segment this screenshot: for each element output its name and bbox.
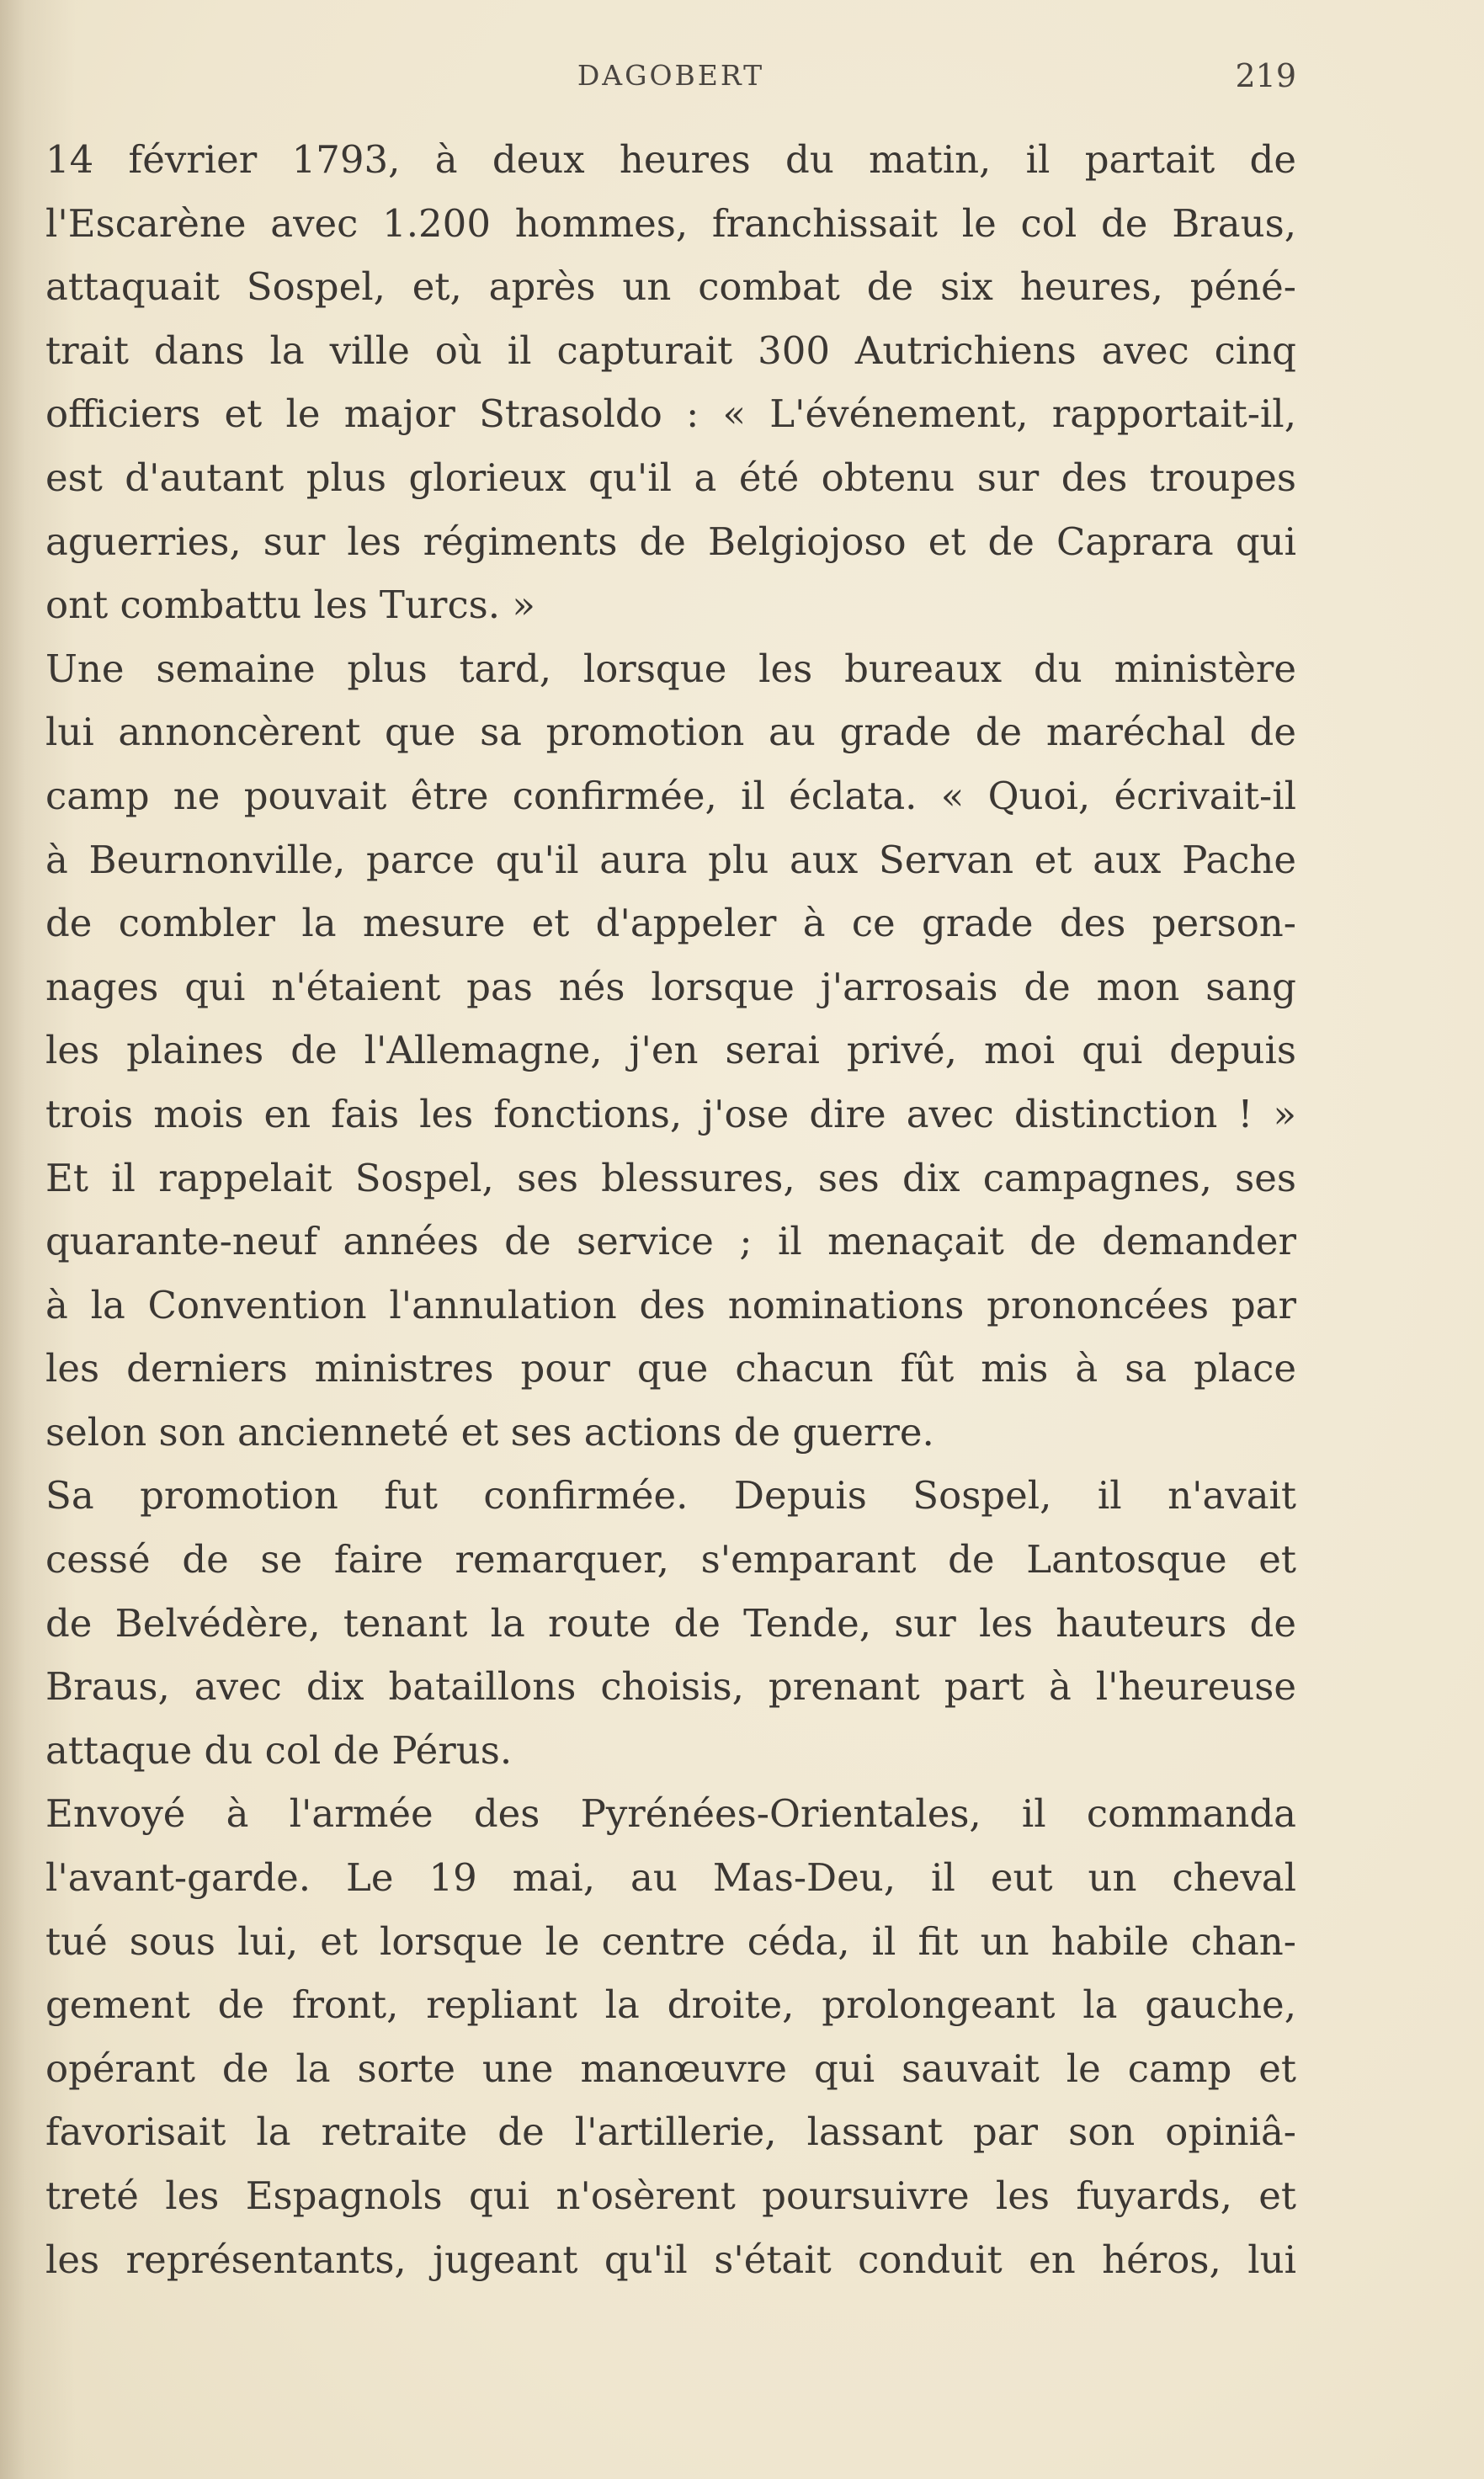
text-line: favorisait la retraite de l'artillerie, lassant par son opiniâ- — [45, 2109, 1296, 2155]
text-line: quarante-neuf années de service ; il menaçait de demander — [45, 1219, 1296, 1264]
text-line: est d'autant plus glorieux qu'il a été obtenu sur des troupes — [45, 455, 1296, 500]
text-line: Envoyé à l'armée des Pyrénées-Orientales, il commanda — [45, 1791, 1296, 1837]
text-line: Une semaine plus tard, lorsque les bureaux du ministère — [45, 646, 1296, 691]
text-line: gement de front, repliant la droite, prolongeant la gauche, — [45, 1982, 1296, 2028]
text-line: 14 février 1793, à deux heures du matin, il partait de — [45, 137, 1296, 182]
text-line: nages qui n'étaient pas nés lorsque j'arrosais de mon sang — [45, 964, 1296, 1009]
text-line: camp ne pouvait être confirmée, il éclata. « Quoi, écrivait-il — [45, 773, 1296, 818]
text-line: Sa promotion fut confirmée. Depuis Sospel, il n'avait — [45, 1473, 1296, 1519]
text-line: de Belvédère, tenant la route de Tende, sur les hauteurs de — [45, 1600, 1296, 1646]
text-line: trois mois en fais les fonctions, j'ose dire avec distinction ! » — [45, 1091, 1296, 1136]
text-line: treté les Espagnols qui n'osèrent poursuivre les fuyards, et — [45, 2173, 1296, 2218]
text-line: l'avant-garde. Le 19 mai, au Mas-Deu, il eut un cheval — [45, 1855, 1296, 1901]
text-line: attaque du col de Pérus. — [45, 1727, 513, 1773]
text-line: attaquait Sospel, et, après un combat de six heures, péné- — [45, 264, 1296, 310]
body-text — [45, 128, 1296, 2291]
text-line: l'Escarène avec 1.200 hommes, franchissait le col de Braus, — [45, 200, 1296, 246]
text-line: ont combattu les Turcs. » — [45, 583, 535, 628]
text-line: cessé de se faire remarquer, s'emparant de Lantosque et — [45, 1537, 1296, 1583]
text-line: officiers et le major Strasoldo : « L'événement, rapportait-il, — [45, 391, 1296, 437]
text-line: opérant de la sorte une manœuvre qui sauvait le camp et — [45, 2045, 1296, 2091]
page-number: 219 — [1235, 57, 1296, 94]
text-line: tué sous lui, et lorsque le centre céda, il fit un habile chan- — [45, 1918, 1296, 1964]
text-line: trait dans la ville où il capturait 300 Autrichiens avec cinq — [45, 327, 1296, 373]
running-head-title: DAGOBERT — [577, 59, 765, 92]
text-line: les derniers ministres pour que chacun fût mis à sa place — [45, 1346, 1296, 1391]
text-line: les représentants, jugeant qu'il s'était conduit en héros, lui — [45, 2237, 1296, 2282]
text-line: aguerries, sur les régiments de Belgiojoso et de Caprara qui — [45, 519, 1296, 564]
text-line: Et il rappelait Sospel, ses blessures, ses dix campagnes, ses — [45, 1155, 1296, 1200]
running-head — [45, 54, 1296, 104]
text-line: lui annoncèrent que sa promotion au grade de maréchal de — [45, 710, 1296, 755]
text-line: de combler la mesure et d'appeler à ce grade des person- — [45, 901, 1296, 946]
text-line: à Beurnonville, parce qu'il aura plu aux Servan et aux Pache — [45, 837, 1296, 882]
text-line: les plaines de l'Allemagne, j'en serai privé, moi qui depuis — [45, 1028, 1296, 1073]
text-line: selon son ancienneté et ses actions de guerre. — [45, 1409, 934, 1455]
text-line: Braus, avec dix bataillons choisis, prenant part à l'heureuse — [45, 1664, 1296, 1710]
text-line: à la Convention l'annulation des nominations prononcées par — [45, 1282, 1296, 1327]
